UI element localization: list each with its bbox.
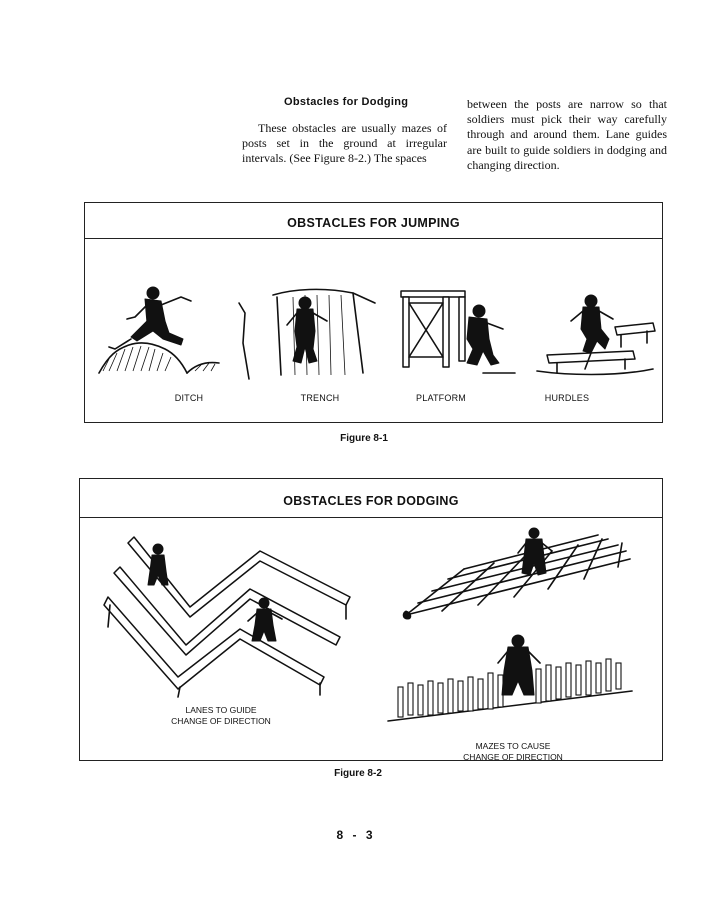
figure-title: OBSTACLES FOR JUMPING: [85, 203, 662, 239]
figure-2-caption: Figure 8-2: [334, 768, 382, 779]
mazes-label: [438, 741, 588, 763]
trench-illustration: [233, 283, 383, 383]
label-ditch: DITCH: [174, 393, 204, 403]
post-maze-illustration: [386, 629, 636, 725]
label-hurdles: HURDLES: [544, 393, 590, 403]
log-grid-illustration: [402, 523, 632, 623]
section-heading: Obstacles for Dodging: [284, 96, 409, 108]
platform-illustration: [393, 281, 523, 381]
paragraph-column-1: These obstacles are usually mazes of posts set in the ground at irregular intervals. (See Figure 8-2.) The spaces: [242, 121, 447, 166]
ditch-illustration: [95, 283, 230, 383]
mazes-label-line-2: CHANGE OF DIRECTION: [463, 752, 563, 762]
label-platform: PLATFORM: [416, 393, 466, 403]
lanes-label: [146, 705, 296, 727]
hurdles-illustration: [535, 283, 660, 383]
label-trench: TRENCH: [300, 393, 340, 403]
page-number: 8 - 3: [336, 828, 376, 842]
mazes-label-line-1: MAZES TO CAUSE: [475, 741, 551, 751]
lanes-label-line-1: LANES TO GUIDE: [185, 705, 257, 715]
lane-guides-illustration: [100, 527, 370, 697]
figure-obstacles-for-jumping: [84, 202, 663, 423]
figure-1-caption: Figure 8-1: [340, 433, 388, 444]
lanes-label-line-2: CHANGE OF DIRECTION: [171, 716, 271, 726]
figure-title: OBSTACLES FOR DODGING: [80, 479, 662, 518]
paragraph-column-2: between the posts are narrow so that soldiers must pick their way carefully through and around them. Lane guides are built to guide soldiers in dodging and changing direction.: [467, 97, 667, 172]
figure-obstacles-for-dodging: [79, 478, 663, 761]
